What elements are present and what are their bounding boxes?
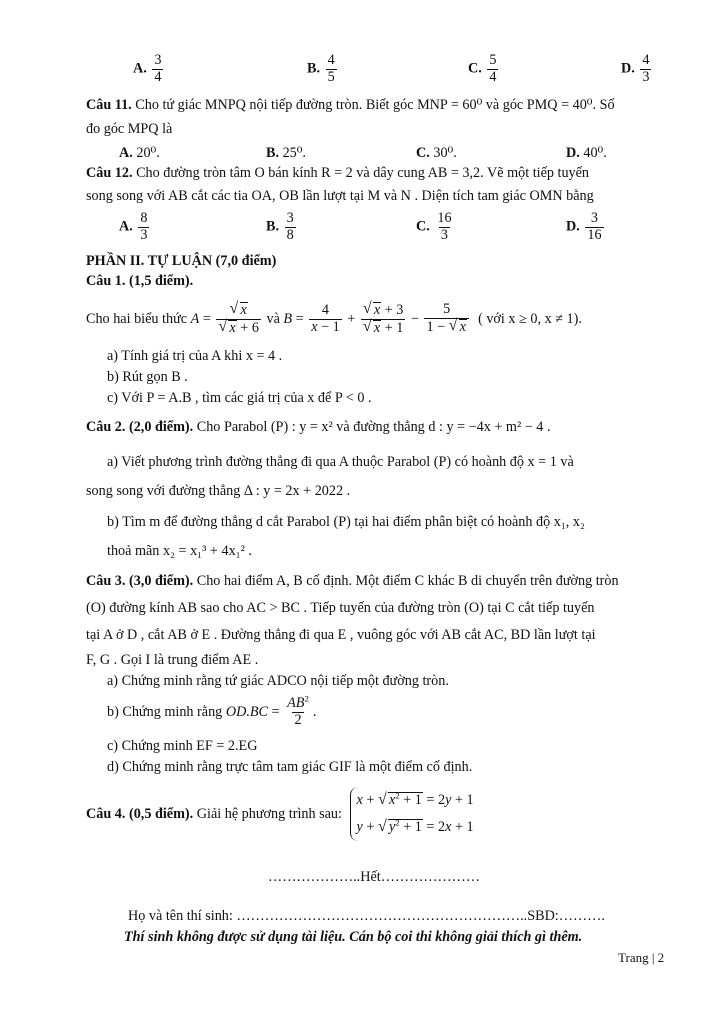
problem-3-line3: tại A ở D , cắt AB ở E . Đường thẳng đi qua E , vuông góc với AB cắt AC, BD lần lượt tại	[86, 627, 596, 643]
problem-3c: c) Chứng minh EF = 2.EG	[107, 738, 258, 754]
question-11-line2: đo góc MPQ là	[86, 121, 173, 137]
expression-b-term2: √ x + 3 √ x + 1	[361, 302, 406, 336]
option-b-top: B. $\frac{4}{5}$	[307, 52, 335, 85]
problem-1b: b) Rút gọn B .	[107, 369, 188, 385]
part-2-heading: PHẦN II. TỰ LUẬN (7,0 điểm)	[86, 253, 277, 269]
problem-1-formulas: Cho hai biểu thức A = √ x √ x + 6 và B = $\frac{4}{x - 1}$ + √ x + 3 √ x + 1 − $\frac{5}{1 - √ x}$ ( với x ≥ 0, x ≠ 1).	[86, 296, 582, 342]
problem-2b-line1: b) Tìm m để đường thẳng d cắt Parabol (P) tại hai điểm phân biệt có hoành độ x₁, x₂	[107, 514, 585, 530]
problem-1-label: Câu 1. (1,5 điểm).	[86, 273, 194, 289]
page-number: Trang | 2	[618, 950, 665, 965]
equation-system: x + √ $x^2 + 1 = 2y + 1$ y + √ $y^2 + 1 = 2x + 1$	[350, 787, 474, 841]
problem-3b: b) Chứng minh rằng OD.BC = $\frac{AB^2}{2}$ .	[107, 693, 317, 728]
problem-2-intro: Câu 2. (2,0 điểm). Cho Parabol (P) : y = x² và đường thẳng d : y = −4x + m² − 4 .	[86, 419, 551, 435]
exam-note: Thí sinh không được sử dụng tài liệu. Cán bộ coi thi không giải thích gì thêm.	[124, 929, 583, 945]
problem-1a: a) Tính giá trị của A khi x = 4 .	[107, 348, 283, 364]
q12-option-c: C. $\frac{16}{3}$	[416, 210, 452, 243]
q12-option-d: D. $\frac{3}{16}$	[566, 210, 602, 243]
expression-a: √ x √ x + 6	[216, 302, 261, 336]
question-12-line1: Câu 12. Cho đường tròn tâm O bán kính R = 2 và dây cung AB = 3,2. Vẽ một tiếp tuyến	[86, 165, 590, 181]
problem-2a-line1: a) Viết phương trình đường thẳng đi qua A thuộc Parabol (P) có hoành độ x = 1 và	[107, 454, 574, 470]
problem-4: Câu 4. (0,5 điểm). Giải hệ phương trình sau: x + √ $x^2 + 1 = 2y + 1$ y + √ $y^2 + 1 = 2x + 1$	[86, 788, 474, 840]
expression-b-term1: $\frac{4}{x - 1}$	[311, 301, 340, 335]
problem-3-line1: Câu 3. (3,0 điểm). Cho hai điểm A, B cố định. Một điểm C khác B di chuyển trên đường tròn	[86, 573, 619, 589]
fraction: $\frac{3}{4}$	[154, 52, 162, 85]
problem-1c: c) Với P = A.B , tìm các giá trị của x để P < 0 .	[107, 390, 372, 406]
problem-2a-line2: song song với đường thẳng Δ : y = 2x + 2022 .	[86, 483, 351, 499]
question-12-line2: song song với AB cắt các tia OA, OB lần lượt tại M và N . Diện tích tam giác OMN bằng	[86, 188, 594, 204]
expression-b-term3: $\frac{5}{1 - √ x}$	[424, 302, 469, 335]
candidate-info-line: Họ và tên thí sinh: ……………………………………………………..SBD:……….	[128, 908, 605, 924]
q11-option-a: A. 20⁰.	[119, 145, 160, 161]
problem-2b-line2: thoả mãn x₂ = x₁³ + 4x₁² .	[107, 543, 252, 559]
q12-option-a: A. $\frac{8}{3}$	[119, 210, 148, 243]
q11-option-d: D. 40⁰.	[566, 145, 607, 161]
end-marker: ………………..Hết…………………	[268, 869, 481, 885]
q11-option-c: C. 30⁰.	[416, 145, 457, 161]
problem-3d: d) Chứng minh rằng trực tâm tam giác GIF là một điểm cố định.	[107, 759, 473, 775]
ab-squared-over-2: $\frac{AB^2}{2}$	[287, 693, 309, 728]
problem-3a: a) Chứng minh rằng tứ giác ADCO nội tiếp một đường tròn.	[107, 673, 449, 689]
problem-3-line4: F, G . Gọi I là trung điểm AE .	[86, 652, 259, 668]
option-a-top: A. $\frac{3}{4}$	[133, 52, 162, 85]
problem-3-line2: (O) đường kính AB sao cho AC > BC . Tiếp tuyến của đường tròn (O) tại C cắt tiếp tuyến	[86, 600, 595, 616]
question-11-line1: Câu 11. Cho tứ giác MNPQ nội tiếp đường tròn. Biết góc MNP = 60⁰ và góc PMQ = 40⁰. Số	[86, 97, 615, 113]
option-c-top: C. $\frac{5}{4}$	[468, 52, 497, 85]
q12-option-b: B. $\frac{3}{8}$	[266, 210, 294, 243]
option-d-top: D. $\frac{4}{3}$	[621, 52, 650, 85]
q11-option-b: B. 25⁰.	[266, 145, 306, 161]
